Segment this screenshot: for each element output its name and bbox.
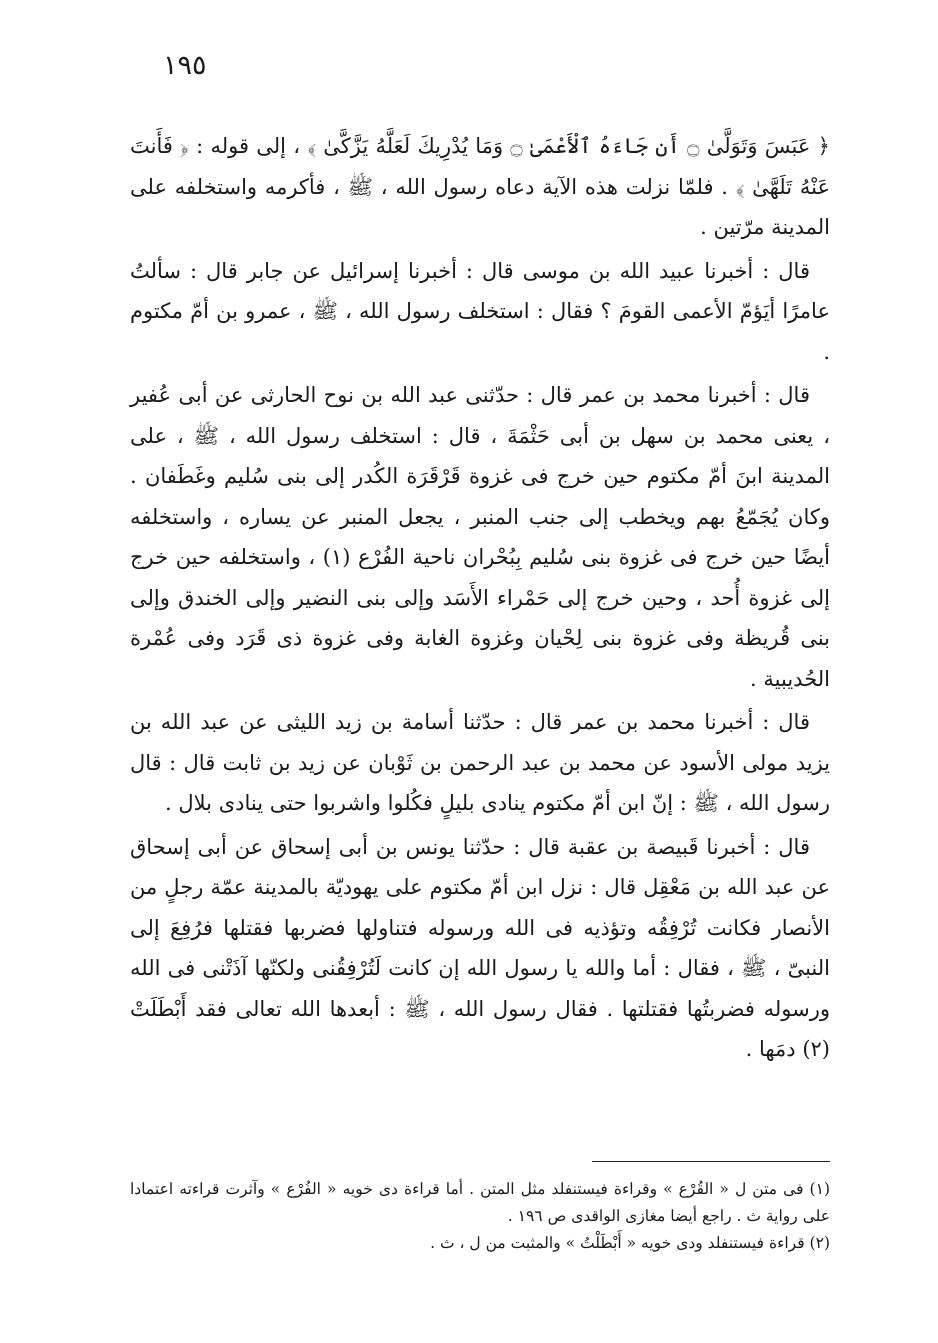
footnotes	[130, 1176, 830, 1257]
page-number: ١٩٥	[163, 50, 207, 81]
paragraph-hadith-3: قال : أخبرنا محمد بن عمر قال : حدّثنا أسامة بن زيد الليثى عن عبد الله بن يزيد مولى الأسود عن محمد بن عبد الرحمن بن ثَوْبان عن زيد بن ثابت قال : قال رسول الله ، ﷺ : إنّ ابن أمّ مكتوم ينادى بليلٍ فكُلوا واشربوا حتى ينادى بلال .	[130, 710, 830, 815]
paragraph-hadith-1: قال : أخبرنا عبيد الله بن موسى قال : أخبرنا إسرائيل عن جابر قال : سألتُ عامرًا أيَؤمّ الأعمى القومَ ؟ فقال : استخلف رسول الله ، ﷺ ، عمرو بن أمّ مكتوم .	[130, 258, 830, 364]
paragraph-hadith-4: قال : أخبرنا قَبيصة بن عقبة قال : حدّثنا يونس بن أبى إسحاق عن أبى إسحاق عن عبد الله بن مَعْقِل قال : نزل ابن أمّ مكتوم على يهوديّة بالمدينة عمّة رجلٍ من الأنصار فكانت تُرْفِقُه وتؤذيه فى الله ورسوله فتناولها فضربها فقتلها فرُفِعَ إلى النبىّ ، ﷺ ، فقال : أما والله يا رسول الله إن كانت لَتُرْفِقُنى ولكنّها آذَتْنى فى الله ورسوله فضربتُها فقتلتها . فقال رسول الله ، ﷺ : أبعدها الله تعالى فقد أَبْطَلَتْ (٢) دمَها .	[130, 834, 830, 1061]
footnote-1: (١) فى متن ل « القُرْع » وقراءة فيستنفلد مثل المتن . أما قراءة دى خويه « الفُرْع » وآثرت قراءته اعتمادا على رواية ث . راجع أيضا مغازى الواقدى ص ١٩٦ .	[130, 1180, 830, 1225]
main-text	[130, 126, 830, 1070]
paragraph-quran-verse: ﴿ عَبَسَ وَتَوَلَّىٰ ۝ أَن جَاءَهُ ٱلْأَعْمَىٰ ۝ وَمَا يُدْرِيكَ لَعَلَّهُ يَزَّكَّىٰ ﴾ ، إلى قوله : ﴿ فَأَنتَ عَنْهُ تَلَهَّىٰ ﴾ . فلمّا نزلت هذه الآية دعاه رسول الله ، ﷺ ، فأكرمه واستخلفه على المدينة مرّتين .	[130, 134, 830, 239]
book-page	[130, 40, 830, 1300]
footnote-2: (٢) قراءة فيستنفلد ودى خويه « أَبْطَلْتُ » والمثبت من ل ، ث .	[430, 1234, 830, 1252]
footnote-divider	[592, 1161, 830, 1162]
paragraph-hadith-2: قال : أخبرنا محمد بن عمر قال : حدّثنى عبد الله بن نوح الحارثى عن أبى عُفير ، يعنى محمد بن سهل بن أبى حَثْمَةَ ، قال : استخلف رسول الله ، ﷺ ، على المدينة ابنَ أمّ مكتوم حين خرج فى غزوة قَرْقَرَة الكُدر إلى بنى سُليم وغَطَفان . وكان يُجَمّعُ بهم ويخطب إلى جنب المنبر ، يجعل المنبر عن يساره ، واستخلفه أيضًا حين خرج فى غزوة بنى سُليم بِبُحْران ناحية الفُرْع (١) ، واستخلفه حين خرج إلى غزوة أُحد ، وحين خرج إلى حَمْراء الأَسَد وإلى بنى النضير وإلى الخندق وإلى بنى قُريظة وفى غزوة بنى لِحْيان وغزوة الغابة وفى غزوة ذى قَرَد وفى عُمْرة الحُديبية .	[130, 383, 830, 691]
